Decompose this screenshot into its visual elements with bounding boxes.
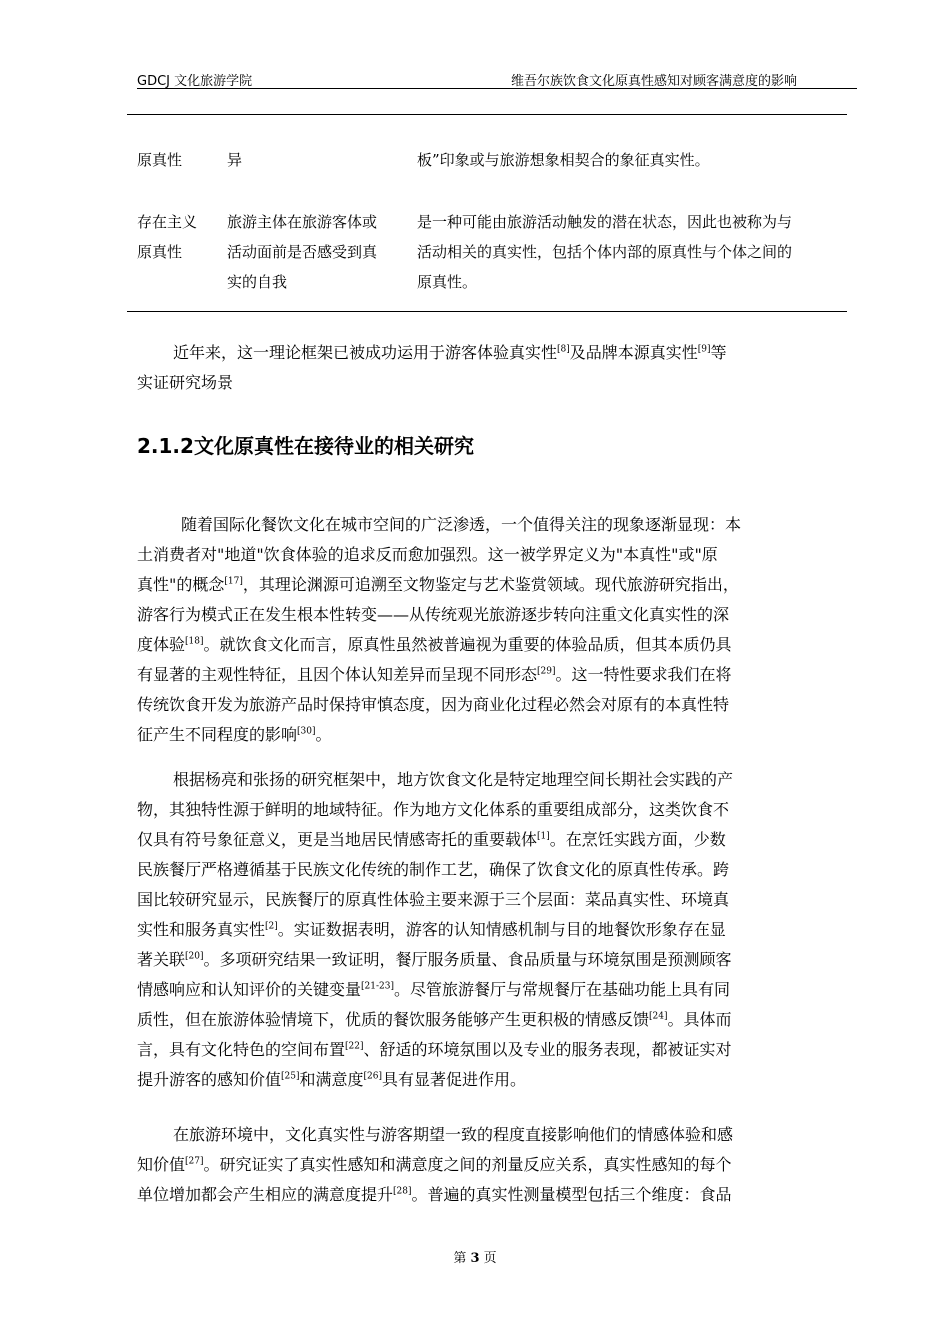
paragraph-body-3: [137, 1120, 852, 1210]
table-cell: [417, 207, 847, 297]
text-line: 游客行为模式正在发生根本性转变——从传统观光旅游逐步转向注重文化真实性的深: [137, 605, 730, 624]
cell-line: 原真性。: [417, 273, 478, 291]
paragraph-body-2: [137, 765, 852, 1095]
text-line: 真性"的概念[17]，其理论渊源可追溯至文物鉴定与艺术鉴赏领域。现代旅游研究指出，: [137, 575, 739, 594]
text-line: 征产生不同程度的影响[30]。: [137, 725, 332, 744]
text-line: 传统饮食开发为旅游产品时保持审慎态度，因为商业化过程必然会对原有的本真性特: [137, 695, 730, 714]
text-line: 单位增加都会产生相应的满意度提升[28]。普遍的真实性测量模型包括三个维度：食品: [137, 1185, 732, 1204]
text-line: 根据杨亮和张扬的研究框架中，地方饮食文化是特定地理空间长期社会实践的产: [173, 770, 734, 789]
text-line: 在旅游环境中，文化真实性与游客期望一致的程度直接影响他们的情感体验和感: [173, 1125, 734, 1144]
table-cell: [227, 207, 407, 297]
authenticity-table: [127, 114, 847, 312]
text-line: 国比较研究显示，民族餐厅的原真性体验主要来源于三个层面：菜品真实性、环境真: [137, 890, 730, 909]
text-line: 提升游客的感知价值[25]和满意度[26]具有显著促进作用。: [137, 1070, 527, 1089]
header-title: 维吾尔族饮食文化原真性感知对顾客满意度的影响: [510, 74, 797, 89]
text-line: 度体验[18]。就饮食文化而言，原真性虽然被普遍视为重要的体验品质，但其本质仍具: [137, 635, 732, 654]
text-line: 近年来，这一理论框架已被成功运用于游客体验真实性[8]及品牌本源真实性[9]等: [173, 343, 727, 362]
text-line: 实证研究场景: [137, 373, 234, 392]
cell-line: 是一种可能由旅游活动触发的潜在状态，因此也被称为与: [417, 213, 793, 231]
text-line: 土消费者对"地道"饮食体验的追求反而愈加强烈。这一被学界定义为"本真性"或"原: [137, 545, 718, 564]
table-cell: 原真性: [137, 151, 183, 169]
paragraph-intro: [137, 338, 852, 398]
table-row: [127, 207, 847, 311]
text-line: 实性和服务真实性[2]。实证数据表明，游客的认知情感机制与目的地餐饮形象存在显: [137, 920, 726, 939]
page-header: [137, 70, 857, 89]
table-cell: 异: [227, 151, 243, 169]
text-line: 随着国际化餐饮文化在城市空间的广泛渗透，一个值得关注的现象逐渐显现：本: [181, 515, 742, 534]
page-number-suffix: 页: [483, 1251, 497, 1266]
text-line: 仅具有符号象征意义，更是当地居民情感寄托的重要载体[1]。在烹饪实践方面，少数: [137, 830, 726, 849]
text-line: 民族餐厅严格遵循基于民族文化传统的制作工艺，确保了饮食文化的原真性传承。跨: [137, 860, 730, 879]
cell-line: 活动相关的真实性，包括个体内部的原真性与个体之间的: [417, 243, 793, 261]
section-heading: 2.1.2文化原真性在接待业的相关研究: [137, 434, 474, 458]
text-line: 著关联[20]。多项研究结果一致证明，餐厅服务质量、食品质量与环境氛围是预测顾客: [137, 950, 732, 969]
cell-line: 原真性: [137, 243, 183, 261]
text-line: 质性，但在旅游体验情境下，优质的餐饮服务能够产生更积极的情感反馈[24]。具体而: [137, 1010, 732, 1029]
text-line: 情感响应和认知评价的关键变量[21-23]。尽管旅游餐厅与常规餐厅在基础功能上具有同: [137, 980, 730, 999]
text-line: 有显著的主观性特征，且因个体认知差异而呈现不同形态[29]。这一特性要求我们在将: [137, 665, 732, 684]
cell-line: 活动面前是否感受到真: [227, 243, 378, 261]
table-cell: [137, 207, 217, 267]
cell-line: 旅游主体在旅游客体或: [227, 213, 378, 231]
paragraph-body-1: [137, 510, 852, 750]
header-institution: GDCJ 文化旅游学院: [137, 74, 253, 89]
table-cell: 板”印象或与旅游想象相契合的象征真实性。: [417, 151, 710, 169]
text-line: 知价值[27]。研究证实了真实性感知和满意度之间的剂量反应关系，真实性感知的每个: [137, 1155, 732, 1174]
page-number-prefix: 第: [453, 1251, 467, 1266]
page-footer: [0, 1247, 950, 1266]
text-line: 物，其独特性源于鲜明的地域特征。作为地方文化体系的重要组成部分，这类饮食不: [137, 800, 730, 819]
table-row: [127, 115, 847, 207]
page-number: 3: [470, 1251, 480, 1266]
text-line: 言，具有文化特色的空间布置[22]、舒适的环境氛围以及专业的服务表现，都被证实对: [137, 1040, 732, 1059]
cell-line: 实的自我: [227, 273, 288, 291]
table-bottom-rule: [127, 311, 847, 312]
cell-line: 存在主义: [137, 213, 198, 231]
